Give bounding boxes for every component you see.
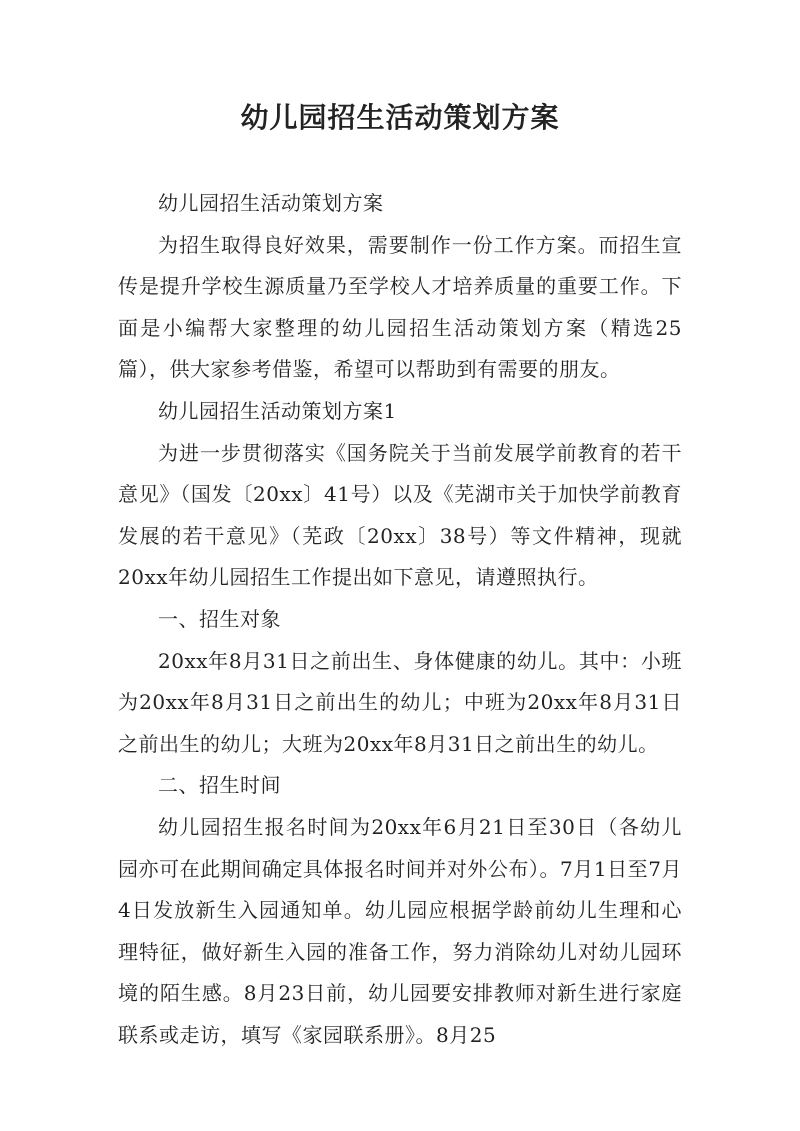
document-title: 幼儿园招生活动策划方案 (240, 101, 560, 134)
paragraph-enrollment-time: 幼儿园招生报名时间为20xx年6月21日至30日（各幼儿园亦可在此期间确定具体报名时间并对外公布）。7月1日至7月4日发放新生入园通知单。幼儿园应根据学龄前幼儿生理和心理特征，做好新生入园的准备工作，努力消除幼儿对幼儿园环境的陌生感。8月23日前，幼儿园要安排教师对新生进行家庭联系或走访，填写《家园联系册》。8月25 (118, 814, 682, 1047)
paragraph-enrollment-target: 20xx年8月31日之前出生、身体健康的幼儿。其中：小班为20xx年8月31日之前出生的幼儿；中班为20xx年8月31日之前出生的幼儿；大班为20xx年8月31日之前出生的幼儿。 (118, 648, 682, 756)
section-heading-plan-1: 幼儿园招生活动策划方案1 (158, 398, 397, 423)
document-body (118, 183, 682, 1056)
section-heading-enrollment-target: 一、招生对象 (158, 606, 281, 631)
section-heading-enrollment-time: 二、招生时间 (158, 773, 281, 798)
paragraph-intro: 为招生取得良好效果，需要制作一份工作方案。而招生宣传是提升学校生源质量乃至学校人才培养质量的重要工作。下面是小编帮大家整理的幼儿园招生活动策划方案（精选25篇），供大家参考借鉴，希望可以帮助到有需要的朋友。 (118, 232, 682, 382)
paragraph-policy: 为进一步贯彻落实《国务院关于当前发展学前教育的若干意见》（国发〔20xx〕41号）以及《芜湖市关于加快学前教育发展的若干意见》（芜政〔20xx〕38号）等文件精神，现就20xx年幼儿园招生工作提出如下意见，请遵照执行。 (118, 440, 682, 590)
paragraph-subtitle: 幼儿园招生活动策划方案 (158, 191, 384, 215)
